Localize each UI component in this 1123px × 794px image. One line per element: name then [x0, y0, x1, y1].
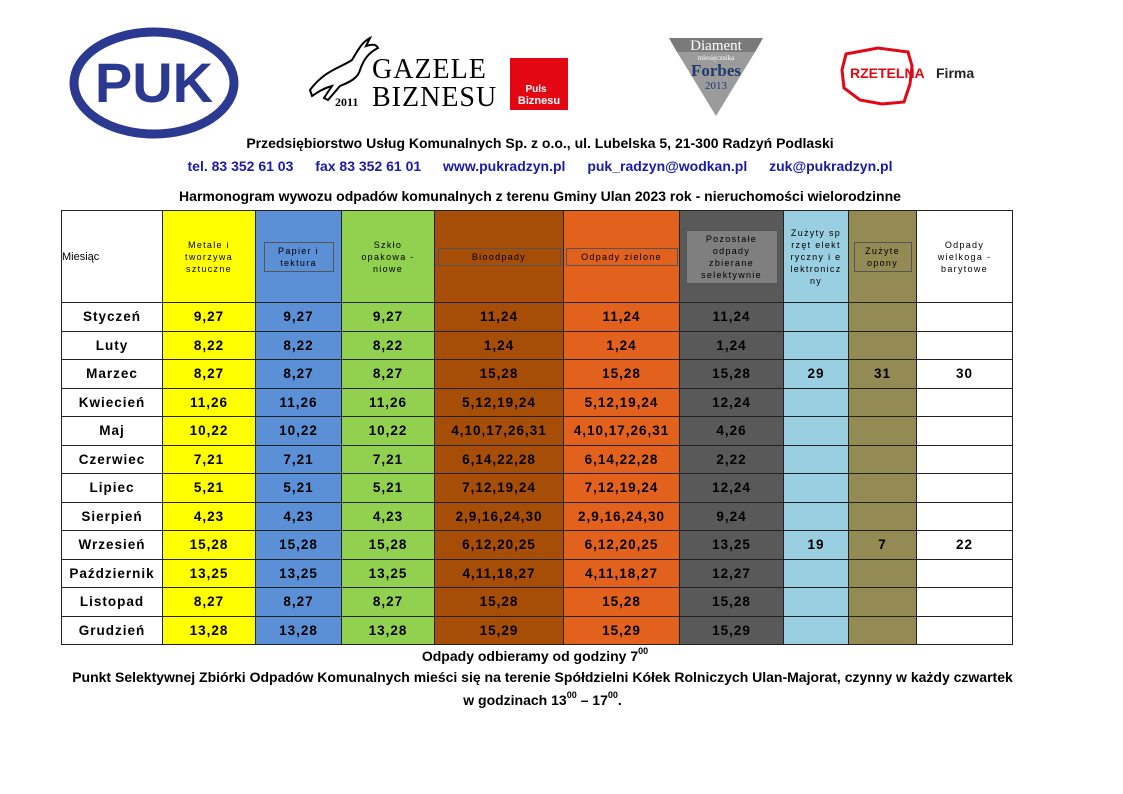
cell-glass: 5,21: [342, 474, 435, 503]
cell-remaining: 12,27: [680, 559, 784, 588]
cell-glass: 8,27: [342, 360, 435, 389]
cell-bulky: [917, 331, 1013, 360]
phone-number: tel. 83 352 61 03: [187, 158, 294, 174]
schedule-title: Harmonogram wywozu odpadów komunalnych z terenu Gminy Ulan 2023 rok - nieruchomości wielorodzinne: [179, 188, 901, 204]
cell-remaining: 13,25: [680, 531, 784, 560]
cell-bio: 15,29: [435, 616, 564, 645]
cell-bio: 15,28: [435, 588, 564, 617]
svg-text:Firma: Firma: [936, 65, 975, 81]
rzetelna-firma-logo: [838, 44, 988, 108]
collection-schedule-table: [61, 210, 1013, 645]
cell-electro: [784, 502, 849, 531]
cell-electro: [784, 588, 849, 617]
cell-bio: 15,28: [435, 360, 564, 389]
cell-tires: 31: [849, 360, 917, 389]
gazele-biznesu-logo: [300, 30, 576, 116]
cell-bulky: [917, 445, 1013, 474]
gazele-line2: BIZNESU: [372, 82, 498, 113]
pickup-hours-note: Odpady odbieramy od godziny $7^{00}$: [421, 646, 649, 664]
cell-metals: 9,27: [163, 303, 256, 332]
table-row: [62, 417, 1013, 446]
cell-bio: 6,12,20,25: [435, 531, 564, 560]
cell-bio: 6,14,22,28: [435, 445, 564, 474]
cell-bulky: [917, 417, 1013, 446]
cell-glass: 8,27: [342, 588, 435, 617]
collection-point-hours: w godzinach $13^{00} - 17^{00}$.: [463, 690, 622, 708]
cell-bio: 2,9,16,24,30: [435, 502, 564, 531]
svg-text:Diament: Diament: [690, 38, 742, 54]
cell-bulky: 22: [917, 531, 1013, 560]
cell-electro: [784, 417, 849, 446]
forbes-diamond-logo: [663, 34, 769, 118]
cell-green: 15,29: [564, 616, 680, 645]
col-header-bio: Bioodpady: [435, 211, 564, 303]
cell-month: Wrzesień: [62, 531, 163, 560]
cell-paper: 8,22: [256, 331, 342, 360]
cell-electro: [784, 474, 849, 503]
col-header-bulky: Odpady wielkoga - barytowe: [917, 211, 1013, 303]
svg-text:Forbes: Forbes: [690, 61, 742, 80]
email-link-secondary[interactable]: zuk@pukradzyn.pl: [769, 158, 893, 174]
gazele-year: 2011: [335, 95, 359, 109]
cell-paper: 9,27: [256, 303, 342, 332]
cell-bulky: [917, 474, 1013, 503]
cell-electro: 19: [784, 531, 849, 560]
cell-bio: 1,24: [435, 331, 564, 360]
table-row: [62, 588, 1013, 617]
cell-remaining: 2,22: [680, 445, 784, 474]
cell-glass: 9,27: [342, 303, 435, 332]
cell-green: 4,11,18,27: [564, 559, 680, 588]
cell-glass: 13,28: [342, 616, 435, 645]
cell-electro: [784, 616, 849, 645]
cell-paper: 15,28: [256, 531, 342, 560]
cell-tires: [849, 388, 917, 417]
gazele-line1: GAZELE: [372, 54, 487, 85]
table-row: [62, 531, 1013, 560]
cell-remaining: 11,24: [680, 303, 784, 332]
table-row: [62, 303, 1013, 332]
cell-tires: [849, 616, 917, 645]
cell-paper: 5,21: [256, 474, 342, 503]
cell-green: 7,12,19,24: [564, 474, 680, 503]
cell-green: 6,12,20,25: [564, 531, 680, 560]
contact-line: [0, 158, 1080, 174]
table-header-row: [62, 211, 1013, 303]
table-row: [62, 616, 1013, 645]
col-header-glass: Szkło opakowa - niowe: [342, 211, 435, 303]
cell-tires: [849, 502, 917, 531]
cell-glass: 15,28: [342, 531, 435, 560]
svg-text:Puls: Puls: [525, 84, 547, 95]
table-row: [62, 331, 1013, 360]
cell-metals: 4,23: [163, 502, 256, 531]
cell-metals: 13,25: [163, 559, 256, 588]
cell-paper: 13,28: [256, 616, 342, 645]
cell-electro: 29: [784, 360, 849, 389]
cell-remaining: 12,24: [680, 474, 784, 503]
cell-glass: 7,21: [342, 445, 435, 474]
cell-bio: 11,24: [435, 303, 564, 332]
cell-green: 15,28: [564, 588, 680, 617]
svg-text:Biznesu: Biznesu: [517, 95, 561, 107]
cell-paper: 8,27: [256, 588, 342, 617]
cell-electro: [784, 331, 849, 360]
cell-metals: 10,22: [163, 417, 256, 446]
cell-month: Styczeń: [62, 303, 163, 332]
email-link-primary[interactable]: puk_radzyn@wodkan.pl: [587, 158, 748, 174]
cell-paper: 8,27: [256, 360, 342, 389]
cell-tires: [849, 588, 917, 617]
cell-month: Maj: [62, 417, 163, 446]
cell-month: Kwiecień: [62, 388, 163, 417]
cell-remaining: 15,28: [680, 588, 784, 617]
cell-tires: [849, 474, 917, 503]
cell-metals: 8,27: [163, 588, 256, 617]
cell-month: Październik: [62, 559, 163, 588]
company-address: Przedsiębiorstwo Usług Komunalnych Sp. z o.o., ul. Lubelska 5, 21-300 Radzyń Podlaski: [246, 135, 834, 151]
col-header-tires: Zużyte opony: [849, 211, 917, 303]
table-row: [62, 502, 1013, 531]
cell-electro: [784, 445, 849, 474]
cell-tires: [849, 559, 917, 588]
cell-bio: 4,10,17,26,31: [435, 417, 564, 446]
cell-green: 2,9,16,24,30: [564, 502, 680, 531]
svg-text:RZETELNA: RZETELNA: [850, 65, 925, 81]
table-row: [62, 559, 1013, 588]
cell-glass: 13,25: [342, 559, 435, 588]
col-header-green: Odpady zielone: [564, 211, 680, 303]
cell-bulky: [917, 588, 1013, 617]
cell-electro: [784, 303, 849, 332]
cell-metals: 15,28: [163, 531, 256, 560]
cell-month: Lipiec: [62, 474, 163, 503]
cell-electro: [784, 559, 849, 588]
cell-paper: 7,21: [256, 445, 342, 474]
cell-green: 1,24: [564, 331, 680, 360]
col-header-electro: Zużyty sprzęt elektryczny i elektroniczny: [784, 211, 849, 303]
cell-paper: 10,22: [256, 417, 342, 446]
col-header-paper: Papier i tektura: [256, 211, 342, 303]
cell-glass: 11,26: [342, 388, 435, 417]
collection-point-note: Punkt Selektywnej Zbiórki Odpadów Komunalnych mieści się na terenie Spółdzielni Kółek Rolniczych Ulan-Majorat, czynny w każdy czwartek: [72, 669, 1013, 685]
cell-remaining: 1,24: [680, 331, 784, 360]
cell-paper: 11,26: [256, 388, 342, 417]
cell-green: 11,24: [564, 303, 680, 332]
cell-metals: 8,22: [163, 331, 256, 360]
cell-remaining: 15,28: [680, 360, 784, 389]
cell-metals: 8,27: [163, 360, 256, 389]
table-row: [62, 445, 1013, 474]
cell-glass: 10,22: [342, 417, 435, 446]
table-row: [62, 388, 1013, 417]
cell-tires: [849, 417, 917, 446]
table-row: [62, 360, 1013, 389]
cell-paper: 4,23: [256, 502, 342, 531]
cell-bulky: [917, 388, 1013, 417]
cell-month: Czerwiec: [62, 445, 163, 474]
svg-text:2013: 2013: [705, 80, 727, 92]
cell-bulky: [917, 616, 1013, 645]
puk-logo-text: PUK: [94, 51, 214, 114]
cell-month: Luty: [62, 331, 163, 360]
cell-month: Listopad: [62, 588, 163, 617]
cell-tires: [849, 331, 917, 360]
cell-remaining: 9,24: [680, 502, 784, 531]
cell-metals: 13,28: [163, 616, 256, 645]
cell-electro: [784, 388, 849, 417]
col-header-metals: Metale i tworzywa sztuczne: [163, 211, 256, 303]
svg-text:miesięcznika: miesięcznika: [697, 54, 735, 62]
cell-bulky: [917, 303, 1013, 332]
cell-metals: 11,26: [163, 388, 256, 417]
cell-remaining: 4,26: [680, 417, 784, 446]
cell-month: Marzec: [62, 360, 163, 389]
cell-metals: 7,21: [163, 445, 256, 474]
cell-green: 6,14,22,28: [564, 445, 680, 474]
cell-paper: 13,25: [256, 559, 342, 588]
cell-green: 15,28: [564, 360, 680, 389]
puk-logo: [68, 26, 240, 140]
cell-bulky: 30: [917, 360, 1013, 389]
website-link[interactable]: www.pukradzyn.pl: [443, 158, 566, 174]
col-header-remaining: Pozostałe odpady zbierane selektywnie: [680, 211, 784, 303]
cell-bio: 4,11,18,27: [435, 559, 564, 588]
gazelle-icon: [310, 38, 378, 100]
fax-number: fax 83 352 61 01: [315, 158, 422, 174]
cell-tires: [849, 303, 917, 332]
cell-green: 4,10,17,26,31: [564, 417, 680, 446]
cell-glass: 8,22: [342, 331, 435, 360]
cell-bulky: [917, 559, 1013, 588]
cell-bio: 7,12,19,24: [435, 474, 564, 503]
cell-bulky: [917, 502, 1013, 531]
col-header-month: Miesiąc: [62, 211, 163, 303]
cell-tires: 7: [849, 531, 917, 560]
cell-tires: [849, 445, 917, 474]
cell-remaining: 15,29: [680, 616, 784, 645]
cell-glass: 4,23: [342, 502, 435, 531]
cell-month: Sierpień: [62, 502, 163, 531]
cell-remaining: 12,24: [680, 388, 784, 417]
cell-bio: 5,12,19,24: [435, 388, 564, 417]
cell-month: Grudzień: [62, 616, 163, 645]
cell-green: 5,12,19,24: [564, 388, 680, 417]
table-row: [62, 474, 1013, 503]
cell-metals: 5,21: [163, 474, 256, 503]
